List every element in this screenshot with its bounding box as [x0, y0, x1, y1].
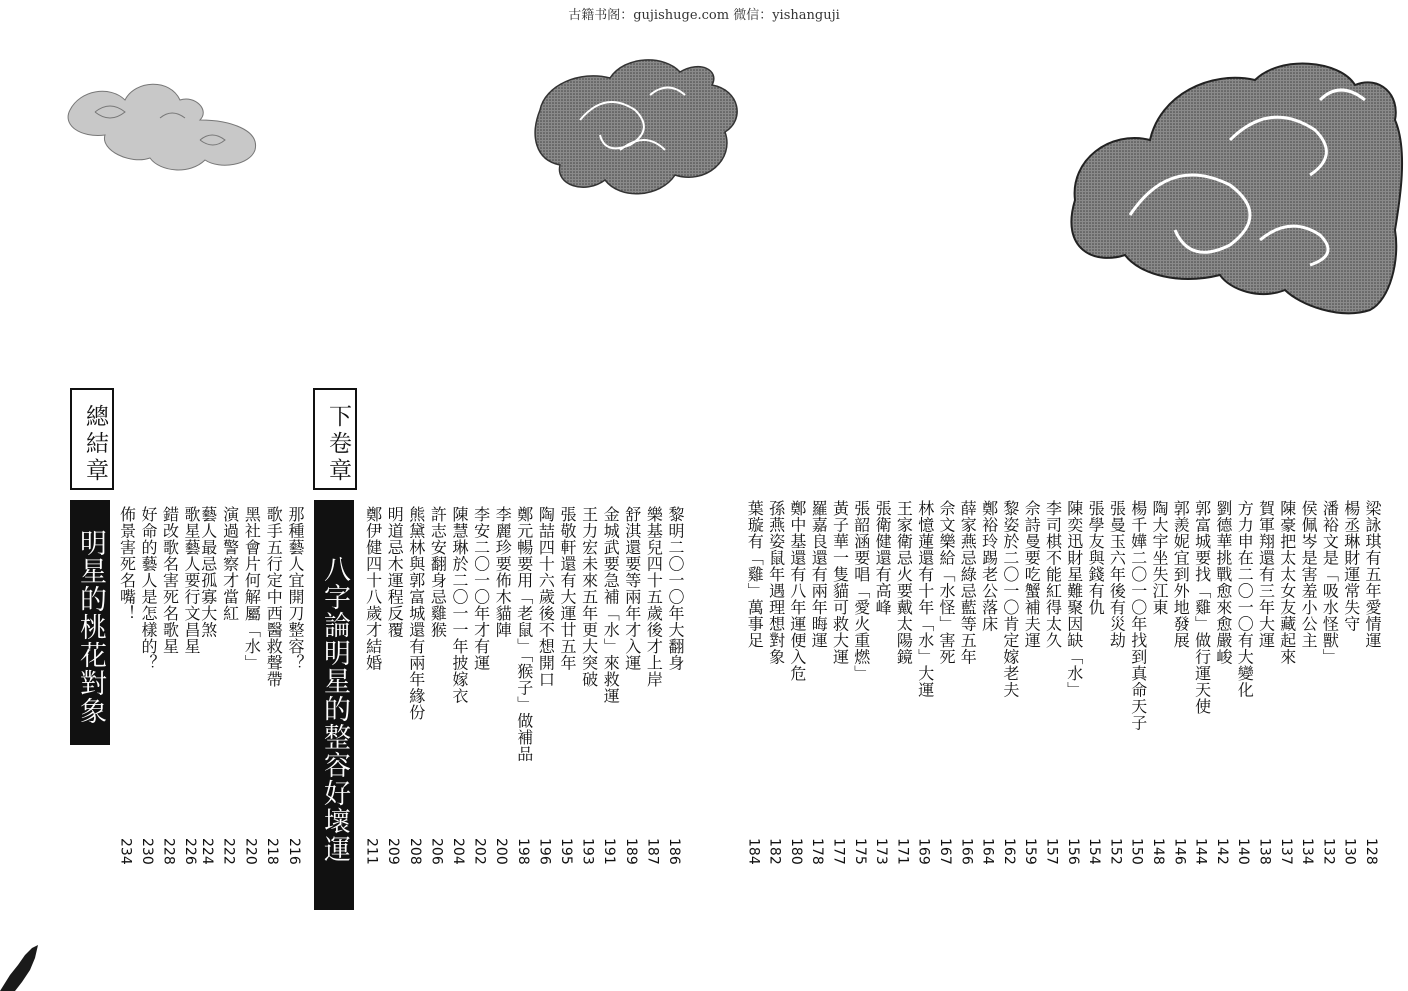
- vol3-header-box: [313, 388, 357, 490]
- toc-entry-title: 羅嘉良還有兩年晦運: [809, 500, 829, 649]
- cloud-large-icon: [1071, 64, 1402, 314]
- toc-entry-page: 216: [286, 838, 302, 865]
- toc-entry-title: 張學友與錢有仇: [1086, 500, 1106, 616]
- toc-entry-page: 196: [536, 838, 553, 865]
- toc-entry-title: 潘裕文是「吸水怪獸」: [1320, 500, 1340, 665]
- toc-entry-page: 166: [958, 838, 975, 865]
- toc-entry-title: 陳慧琳於二〇一一年披嫁衣: [450, 506, 469, 704]
- toc-entry-page: 198: [514, 838, 531, 865]
- toc-entry-title: 方力申在二〇一〇有大變化: [1235, 500, 1255, 698]
- toc-entry-page: 195: [558, 838, 574, 865]
- toc-entry-title: 佘文樂給「水怪」害死: [937, 500, 956, 665]
- toc-entry-title: 劉德華挑戰愈來愈嚴峻: [1213, 500, 1233, 665]
- toc-entry-page: 211: [363, 838, 380, 865]
- toc-entry-title: 李司棋不能紅得太久: [1043, 500, 1063, 649]
- toc-entry-title: 鄭裕玲踢老公落床: [979, 500, 999, 632]
- toc-entry-title: 李麗珍要佈木貓陣: [493, 506, 513, 638]
- toc-entry-page: 189: [622, 838, 639, 865]
- toc-entry-page: 234: [117, 838, 134, 865]
- toc-entry-page: 154: [1086, 838, 1103, 865]
- toc-entry-title: 佈景害死名嘴！: [117, 506, 137, 622]
- toc-entry-title: 郭羨妮宜到外地發展: [1171, 500, 1191, 649]
- toc-entry-title: 舒淇還要等兩年才入運: [622, 506, 642, 671]
- toc-entry-title: 歌星藝人要行文昌星: [182, 506, 201, 655]
- toc-entry-page: 178: [809, 838, 826, 865]
- toc-entry-title: 鄭元暢要用「老鼠」「猴子」做補品: [514, 506, 534, 762]
- vol3-title: 八字論明星的整容好壞運: [319, 555, 350, 863]
- toc-entry-title: 歌手五行定中西醫救聲帶: [264, 506, 284, 688]
- toc-entry-page: 187: [644, 838, 661, 865]
- toc-entry-title: 佘詩曼要吃蟹補夫運: [1022, 500, 1042, 649]
- toc-entry-page: 148: [1150, 838, 1166, 865]
- toc-entry-title: 王家衛忌火要戴太陽鏡: [894, 500, 914, 665]
- toc-entry-page: 150: [1128, 838, 1145, 865]
- toc-entry-page: 138: [1256, 838, 1273, 865]
- vol3-header: 下卷章: [325, 403, 351, 485]
- toc-entry-page: 140: [1235, 838, 1252, 865]
- summary-header-box: [70, 388, 114, 490]
- toc-entry-title: 林憶蓮還有十年「水」大運: [915, 500, 935, 698]
- toc-entry-title: 葉璇有「雞」萬事足: [745, 500, 765, 649]
- toc-entry-page: 130: [1341, 838, 1358, 865]
- toc-entry-page: 226: [182, 838, 198, 865]
- toc-entry-page: 171: [894, 838, 911, 865]
- toc-entry-title: 熊黛林與郭富城還有兩年緣份: [406, 506, 426, 721]
- toc-entry-page: 162: [1000, 838, 1017, 865]
- cloud-small-icon: [68, 84, 255, 170]
- toc-entry-page: 230: [139, 838, 155, 865]
- toc-entry-page: 208: [406, 838, 423, 865]
- toc-entry-page: 180: [787, 838, 804, 865]
- toc-entry-page: 134: [1299, 838, 1316, 865]
- toc-entry-title: 陳豪把太太女友藏起來: [1277, 500, 1297, 665]
- toc-entry-page: 175: [851, 838, 868, 865]
- summary-header: 總結章: [82, 403, 108, 485]
- watermark: 古籍书阁：gujishuge.com 微信：yishanguji: [568, 8, 840, 23]
- toc-entry-title: 許志安翻身忌雞猴: [428, 506, 448, 638]
- toc-entry-title: 陶喆四十六歲後不想開口: [536, 506, 556, 688]
- toc-entry-title: 黃子華一隻貓可救大運: [830, 500, 850, 665]
- toc-entry-page: 156: [1064, 838, 1081, 865]
- toc-entry-page: 224: [198, 838, 215, 865]
- toc-entry-title: 張曼玉六年後有災劫: [1107, 500, 1127, 649]
- toc-entry-title: 楊丞琳財運常失守: [1341, 500, 1361, 632]
- toc-entry-page: 222: [220, 838, 237, 865]
- vol3-title-bar: [314, 500, 354, 910]
- toc-entry-title: 藝人最忌孤寡大煞: [198, 506, 218, 638]
- toc-entry-title: 陳奕迅財星難聚因缺「水」: [1064, 500, 1084, 698]
- toc-entry-page: 167: [937, 838, 953, 865]
- toc-entry-page: 209: [385, 838, 402, 865]
- toc-entry-page: 137: [1277, 838, 1294, 865]
- toc-entry-title: 陶大宇坐失江東: [1150, 500, 1169, 616]
- toc-entry-title: 梁詠琪有五年愛情運: [1363, 500, 1382, 649]
- toc-entry-page: 202: [471, 838, 488, 865]
- toc-entry-page: 228: [160, 838, 177, 865]
- toc-entry-page: 169: [915, 838, 932, 865]
- toc-entry-page: 186: [666, 838, 682, 865]
- toc-entry-title: 明道忌木運程反覆: [385, 506, 405, 638]
- toc-entry-page: 128: [1363, 838, 1379, 865]
- toc-entry-page: 220: [242, 838, 259, 865]
- toc-entry-title: 錯改歌名害死名歌星: [160, 506, 180, 655]
- toc-entry-title: 演過警察才當紅: [220, 506, 240, 622]
- toc-entry-title: 黎姿於二〇一〇肯定嫁老夫: [1000, 500, 1020, 698]
- toc-entry-title: 鄭中基還有八年運便入危: [787, 500, 807, 682]
- leaf-icon: [0, 945, 38, 991]
- toc-entry-page: 193: [579, 838, 596, 865]
- toc-entry-page: 173: [873, 838, 890, 865]
- toc-entry-page: 132: [1320, 838, 1337, 865]
- cloud-medium-icon: [535, 60, 737, 194]
- toc-entry-title: 薛家燕忌綠忌藍等五年: [958, 500, 978, 665]
- toc-entry-page: 159: [1022, 838, 1039, 865]
- toc-entry-page: 144: [1192, 838, 1209, 865]
- toc-entry-title: 賀軍翔還有三年大運: [1256, 500, 1276, 649]
- toc-entry-title: 好命的藝人是怎樣的？: [139, 506, 158, 671]
- toc-entry-page: 164: [979, 838, 996, 865]
- toc-entry-title: 張衛健還有高峰: [873, 500, 893, 616]
- toc-entry-page: 200: [493, 838, 510, 865]
- toc-entry-page: 184: [745, 838, 762, 865]
- toc-entry-page: 218: [264, 838, 281, 865]
- toc-entry-title: 楊千嬅二〇一〇年找到真命天子: [1128, 500, 1148, 731]
- toc-entry-title: 王力宏未來五年更大突破: [579, 506, 599, 688]
- summary-title-bar: [70, 500, 110, 745]
- toc-entry-title: 張韶涵要唱「愛火重燃」: [851, 500, 871, 682]
- toc-entry-page: 206: [428, 838, 445, 865]
- toc-entry-page: 152: [1107, 838, 1124, 865]
- toc-entry-page: 182: [766, 838, 783, 865]
- toc-entry-title: 金城武要急補「水」來救運: [601, 506, 621, 704]
- toc-entry-title: 張敬軒還有大運廿五年: [558, 506, 577, 671]
- toc-entry-page: 191: [601, 838, 618, 865]
- summary-title: 明星的桃花對象: [75, 528, 106, 725]
- toc-entry-title: 侯佩岑是害羞小公主: [1299, 500, 1319, 649]
- toc-entry-title: 李安二〇一〇年才有運: [471, 506, 491, 671]
- toc-entry-title: 樂基兒四十五歲後才上岸: [644, 506, 664, 688]
- toc-entry-page: 146: [1171, 838, 1188, 865]
- toc-entry-title: 那種藝人宜開刀整容？: [286, 506, 305, 671]
- toc-entry-title: 郭富城要找「雞」做行運天使: [1192, 500, 1212, 715]
- toc-entry-page: 204: [450, 838, 466, 865]
- toc-entry-title: 鄭伊健四十八歲才結婚: [363, 506, 383, 671]
- toc-entry-title: 黑社會片何解屬「水」: [242, 506, 262, 671]
- toc-entry-title: 黎明二〇一〇年大翻身: [666, 506, 685, 671]
- toc-entry-page: 177: [830, 838, 847, 865]
- toc-entry-page: 142: [1213, 838, 1230, 865]
- toc-entry-title: 孫燕姿鼠年遇理想對象: [766, 500, 786, 665]
- toc-entry-page: 157: [1043, 838, 1060, 865]
